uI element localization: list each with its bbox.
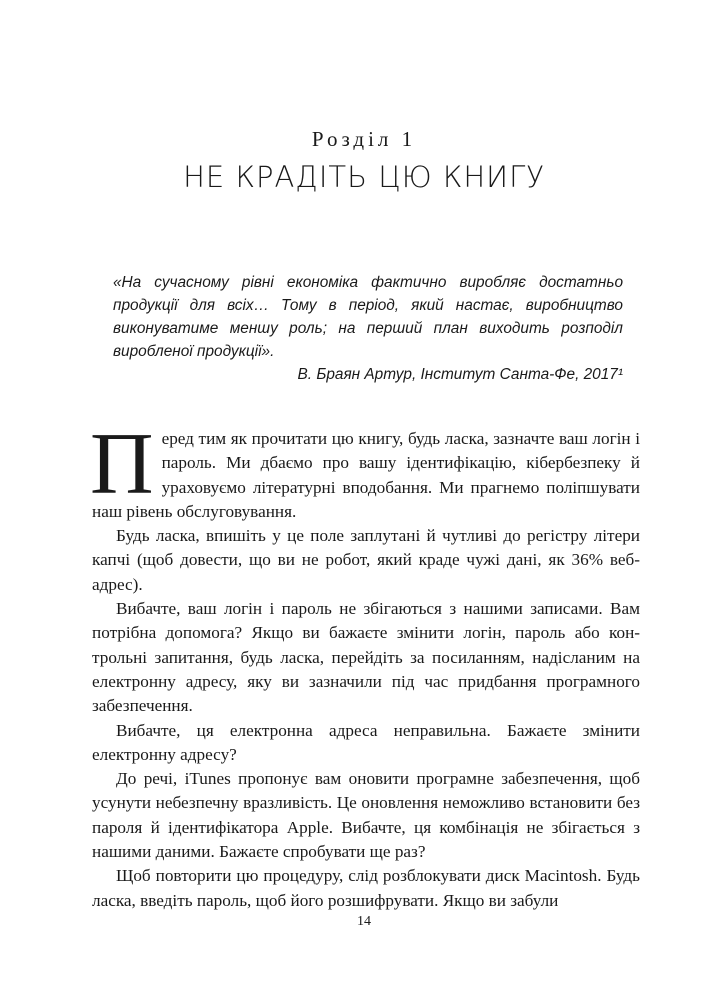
paragraph: Вибачте, ваш логін і пароль не збігаються з нашими записами. Вам потрібна допомога? Якщо ви бажаєте змінити логін, пароль або контрольні запитання, будь ласка, перейдіть за посиланням, надісланим на електронну адресу, яку ви зазначили під час придбання програмного забезпечення. xyxy=(92,599,640,716)
chapter-label: Розділ 1 xyxy=(311,127,417,151)
body-text xyxy=(90,416,640,913)
paragraph: Будь ласка, впишіть у це поле заплутані й чутливі до регістру літери капчі (щоб довести, що ви не робот, який краде чужі дані, як 36% вебадрес). xyxy=(92,526,640,594)
paragraph: До речі, iTunes пропонує вам оновити програмне забезпечення, щоб усунути небезпечну вразливість. Це оновлення неможливо встановити без пароля й ідентифікатора Apple. Вибачте, ця комбінація не збігається з нашими даними. Бажаєте спробувати ще раз? xyxy=(92,769,640,862)
chapter-title: НЕ КРАДІТЬ ЦЮ КНИГУ xyxy=(183,160,545,194)
drop-cap: П xyxy=(90,416,154,513)
epigraph xyxy=(113,271,623,386)
epigraph-quote: «На сучасному рівні економіка фактично виробляє достатньо продукції для всіх… Тому в період, який настає, виробництво виконуватиме меншу роль; на перший план виходить розподіл виробленої продукції». xyxy=(113,274,623,360)
paragraph: еред тим як прочитати цю книгу, будь ласка, зазначте ваш логін і пароль. Ми дбаємо про вашу ідентифікацію, кібербезпеку й ураховуємо літературні вподобання. Ми прагнемо поліпшувати наш рівень обслуговування. xyxy=(92,429,640,521)
epigraph-source: В. Браян Артур, Інститут Санта-Фе, 2017¹ xyxy=(297,366,623,383)
paragraph: Вибачте, ця електронна адреса неправильна. Бажаєте змінити електронну адресу? xyxy=(92,720,640,764)
paragraph: Щоб повторити цю процедуру, слід розблокувати диск Macintosh. Будь ласка, введіть пароль, щоб його розшифрувати. Якщо ви забули xyxy=(92,866,640,910)
page-number: 14 xyxy=(357,914,371,929)
